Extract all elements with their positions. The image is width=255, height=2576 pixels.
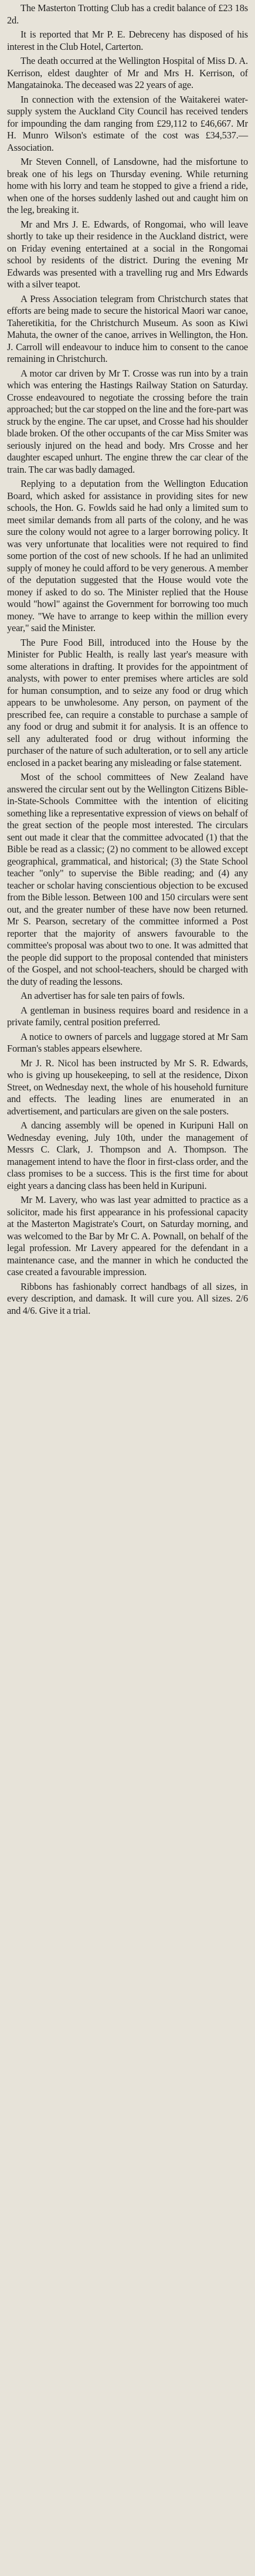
news-paragraph-club-hotel: It is reported that Mr P. E. Debreceny has disposed of his interest in the Club Hotel, Carterton.: [7, 29, 248, 52]
news-column: [7, 0, 248, 1317]
news-paragraph-farewell-social: Mr and Mrs J. E. Edwards, of Rongomai, who will leave shortly to take up their residence in the Auckland district, were on Friday evening entertained at a social in the Rongomai school by residents of the district. During the evening Mr Edwards was presented with a travelling rug and Mrs Edwards with a silver teapot.: [7, 218, 248, 290]
news-paragraph-dancing-assembly: A dancing assembly will be opened in Kuripuni Hall on Wednesday evening, July 10th, under the management of Messrs C. Clark, J. Thompson and A. Thompson. The management intend to have the floor in first-class order, and the class promises to be a success. This is the first time for about eight years a dancing class has been held in Kuripuni.: [7, 1120, 248, 1191]
news-paragraph-broken-leg: Mr Steven Connell, of Lansdowne, had the misfortune to break one of his legs on Thursday evening. While returning home with his lorry and team he stopped to give a friend a ride, when one of the horses suddenly lashed out and caught him on the leg, breaking it.: [7, 156, 248, 215]
news-paragraph-war-canoe: A Press Association telegram from Christchurch states that efforts are being made to secure the historical Maori war canoe, Taheretikitia, for the Christchurch Museum. As soon as Kiwi Mahuta, the owner of the canoe, arrives in Wellington, the Hon. J. Carroll will endeavour to induce him to consent to the canoe remaining in Christchurch.: [7, 293, 248, 364]
news-paragraph-education-deputation: Replying to a deputation from the Wellington Education Board, which asked for assistance in providing sites for new schools, the Hon. G. Fowlds said he had only a limited sum to meet similar demands from all parts of the colony, and he was sure the colony would not agree to a larger borrowing policy. It was very unfortunate that localities were not required to find some portion of the cost of new schools. If he had an unlimited supply of money he could afford to be very generous. A member of the deputation suggested that the House would vote the money if asked to do so. The Minister replied that the House would "howl" against the Government for borrowing too much money. "We have to arrange to keep within the million every year," said the Minister.: [7, 478, 248, 633]
news-paragraph-water-supply: In connection with the extension of the Waitakerei water-supply system the Auckland City Council has received tenders for impounding the dam ranging from £29,112 to £46,667. Mr H. Munro Wilson's estimate of the cost was £34,537.—Association.: [7, 93, 248, 153]
news-paragraph-fowls-for-sale: An advertiser has for sale ten pairs of fowls.: [20, 990, 185, 1001]
news-paragraph-solicitor-debut: Mr M. Lavery, who was last year admitted to practice as a solicitor, made his first appearance in his professional capacity at the Masterton Magistrate's Court, on Saturday morning, and was welcomed to the Bar by Mr C. A. Pownall, on behalf of the legal profession. Mr Lavery appeared for the defendant in a maintenance case, and the manner in which he conducted the case created a favourable impression.: [7, 1194, 248, 1277]
news-paragraph-advertisement: Ribbons has fashionably correct handbags of all sizes, in every description, and damask. It will cure you. All sizes. 2/6 and 4/6. Give it a trial.: [7, 1280, 248, 1316]
news-paragraph-luggage-notice: A notice to owners of parcels and luggage stored at Mr Sam Forman's stables appears elsewhere.: [7, 1031, 248, 1054]
news-paragraph-motor-accident: A motor car driven by Mr T. Crosse was run into by a train which was entering the Hastings Railway Station on Saturday. Crosse endeavoured to negotiate the crossing before the train approached; but the car stopped on the line and the fore-part was struck by the engine. The car upset, and Crosse had his shoulder blade broken. Of the other occupants of the car Miss Smiter was seriously injured on the head and body. Mrs Crosse and her daughter escaped unhurt. The engine threw the car clear of the train. The car was badly damaged.: [7, 367, 248, 475]
news-paragraph-board-wanted: A gentleman in business requires board and residence in a private family, central position preferred.: [7, 1004, 248, 1028]
news-paragraph-trotting-club: The Masterton Trotting Club has a credit balance of £23 18s 2d.: [7, 2, 248, 26]
news-paragraph-furniture-sale: Mr J. R. Nicol has been instructed by Mr S. R. Edwards, who is giving up housekeeping, to sell at the residence, Dixon Street, on Wednesday next, the whole of his household furniture and effects. The leading lines are enumerated in an advertisement, and particulars are given on the sale posters.: [7, 1057, 248, 1117]
news-paragraph-pure-food-bill: The Pure Food Bill, introduced into the House by the Minister for Public Health, is really last year's measure with some alterations in drafting. It provides for the appointment of analysts, with power to enter premises where articles are sold for human consumption, and to seize any food or drug which appears to be unwholesome. Any person, on payment of the prescribed fee, can require a constable to purchase a sample of any food or drug and submit it for analysis. It is an offence to sell any adulterated food or drug without informing the purchaser of the nature of such adulteration, or to sell any article enclosed in a packet bearing any misleading or false statement.: [7, 636, 248, 768]
news-paragraph-death-notice: The death occurred at the Wellington Hospital of Miss D. A. Kerrison, eldest daughter of Mr and Mrs H. Kerrison, of Mangatainoka. The deceased was 22 years of age.: [7, 55, 248, 90]
news-paragraph-bible-in-schools: Most of the school committees of New Zealand have answered the circular sent out by the Wellington Citizens Bible-in-State-Schools Committee with the intention of eliciting something like a representative expression of views on behalf of the great section of the people most interested. The circulars sent out made it clear that the committee advocated (1) that the Bible be read as a classic; (2) no comment to be allowed except geographical, grammatical, and historical; (3) the State School teacher "only" to supervise the Bible reading; and (4) any teacher or scholar having conscientious objection to be excused from the Bible lesson. Between 100 and 150 circulars were sent out, and the greater number of these have now been returned. Mr S. Pearson, secretary of the committee informed a Post reporter that the majority of answers favourable to the committee's proposal was about two to one. It was admitted that the people did support to the proposal contended that ministers of the Gospel, and not school-teachers, should be charged with the duty of reading the lessons.: [7, 771, 248, 987]
